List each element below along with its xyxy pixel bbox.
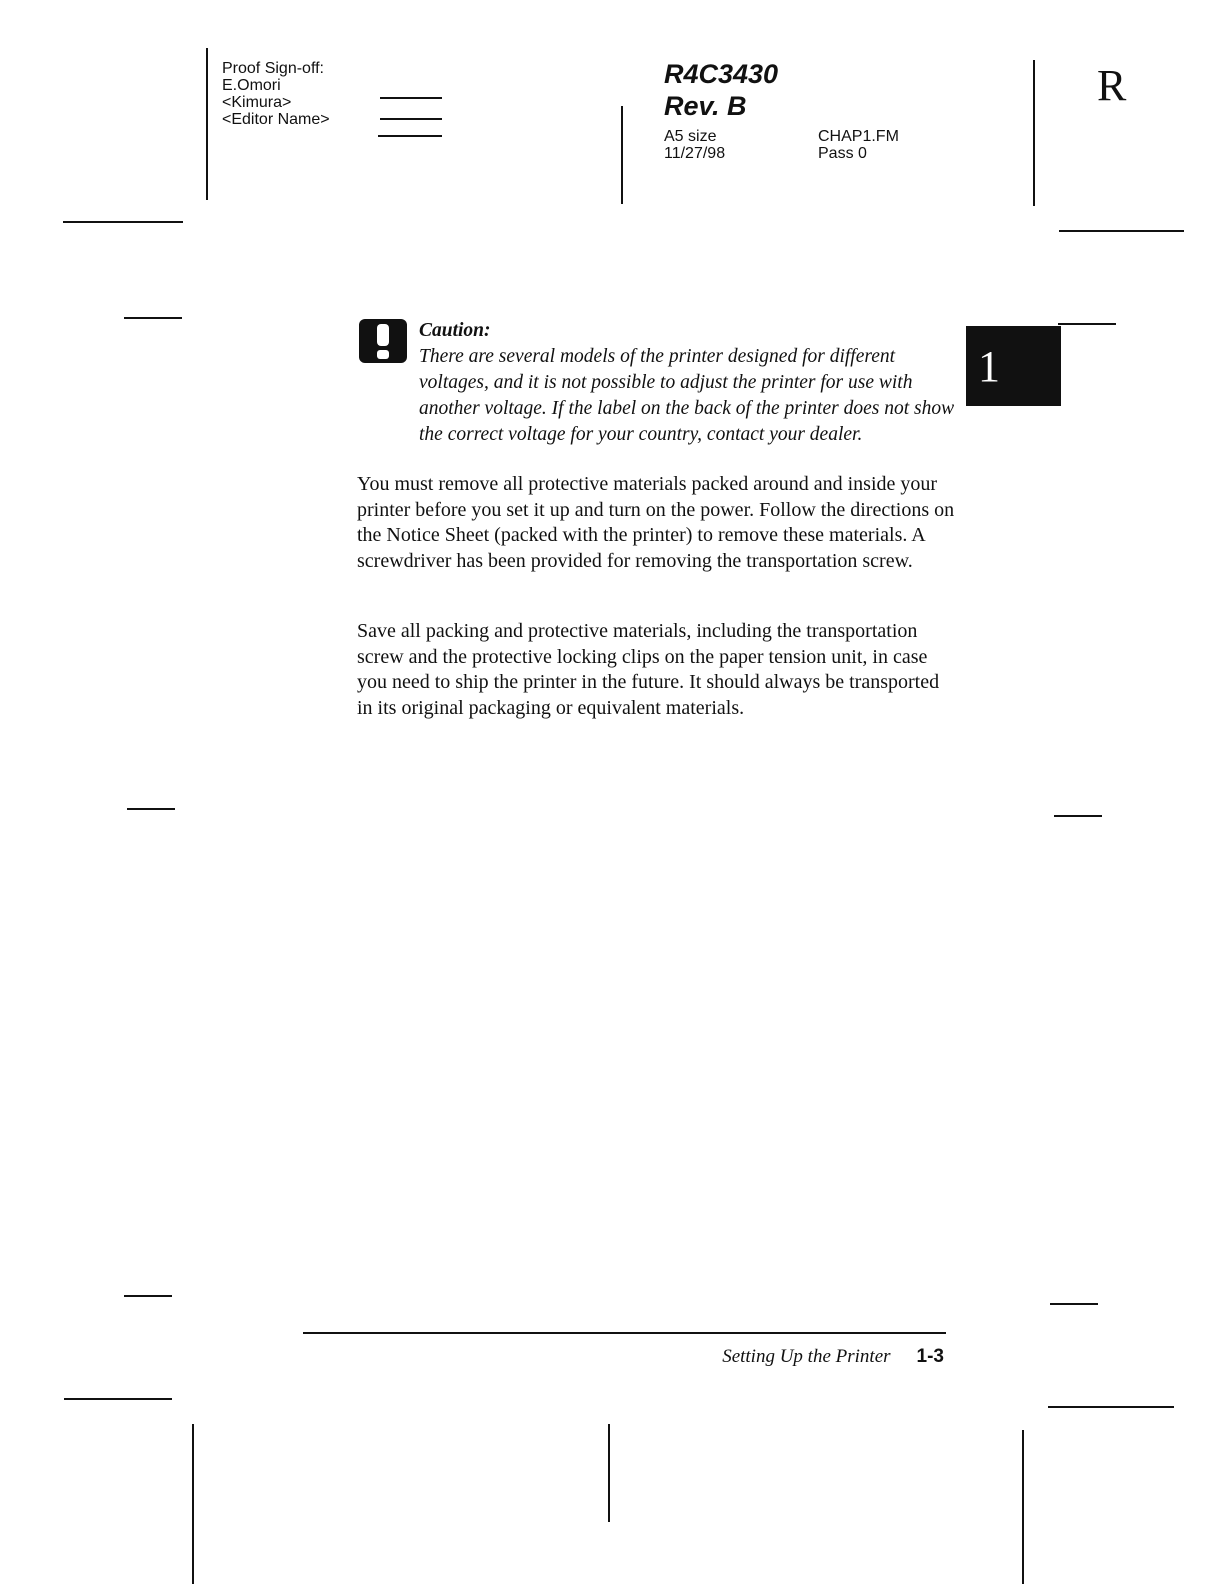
crop-mark	[124, 1295, 172, 1297]
proof-title: Proof Sign-off:	[222, 60, 324, 77]
crop-mark	[1033, 60, 1035, 206]
doc-identification	[664, 58, 778, 122]
proof-signoff	[222, 60, 330, 128]
doc-meta-left	[664, 128, 725, 162]
crop-mark	[1059, 230, 1184, 232]
crop-mark	[621, 106, 623, 204]
crop-mark	[124, 317, 182, 319]
file-name: CHAP1.FM	[818, 128, 899, 145]
doc-date: 11/27/98	[664, 145, 726, 162]
revision-mark: R	[1097, 61, 1127, 110]
crop-mark	[608, 1424, 610, 1522]
page-size: A5 size	[664, 128, 717, 145]
page-footer	[600, 1344, 944, 1370]
footer-page-number: 1-3	[916, 1346, 944, 1367]
crop-mark	[1022, 1430, 1024, 1584]
signature-line	[380, 97, 442, 99]
body-paragraph: You must remove all protective materials packed around and inside your printer before you set it up and turn on the power. Follow the directions on the Notice Sheet (packed with the printer) to remove these materials. A screwdriver has been provided for removing the transportation screw.	[357, 473, 955, 572]
crop-mark	[206, 48, 208, 200]
crop-mark	[1054, 815, 1102, 817]
footer-rule	[303, 1332, 946, 1334]
body-paragraph: Save all packing and protective materials, including the transportation screw and the protective locking clips on the paper tension unit, in case you need to ship the printer in the future. It should always be transported in its original packaging or equivalent materials.	[357, 620, 940, 719]
proof-name: <Editor Name>	[222, 111, 330, 128]
signature-line	[378, 135, 442, 137]
signature-line	[380, 118, 442, 120]
proof-name: <Kimura>	[222, 94, 292, 111]
doc-code: R4C3430	[664, 59, 779, 89]
caution-text: There are several models of the printer designed for different voltages, and it is not possible to adjust the printer for use with another voltage. If the label on the back of the printer does not show the correct voltage for your country, contact your dealer.	[419, 346, 955, 445]
doc-meta-right	[818, 128, 899, 162]
proof-pass: Pass 0	[818, 145, 867, 162]
crop-mark	[64, 1398, 172, 1400]
footer-section-title: Setting Up the Printer	[722, 1346, 891, 1367]
caution-title: Caution:	[419, 320, 491, 341]
doc-revision: Rev. B	[664, 91, 747, 121]
proof-name: E.Omori	[222, 77, 281, 94]
chapter-tab	[966, 326, 1061, 406]
crop-mark	[127, 808, 175, 810]
exclamation-icon	[357, 317, 409, 365]
chapter-number: 1	[978, 341, 1000, 391]
crop-mark	[1050, 1303, 1098, 1305]
crop-mark	[1048, 1406, 1174, 1408]
caution-block	[419, 318, 959, 448]
crop-mark	[1058, 323, 1116, 325]
crop-mark	[192, 1424, 194, 1584]
crop-mark	[63, 221, 183, 223]
